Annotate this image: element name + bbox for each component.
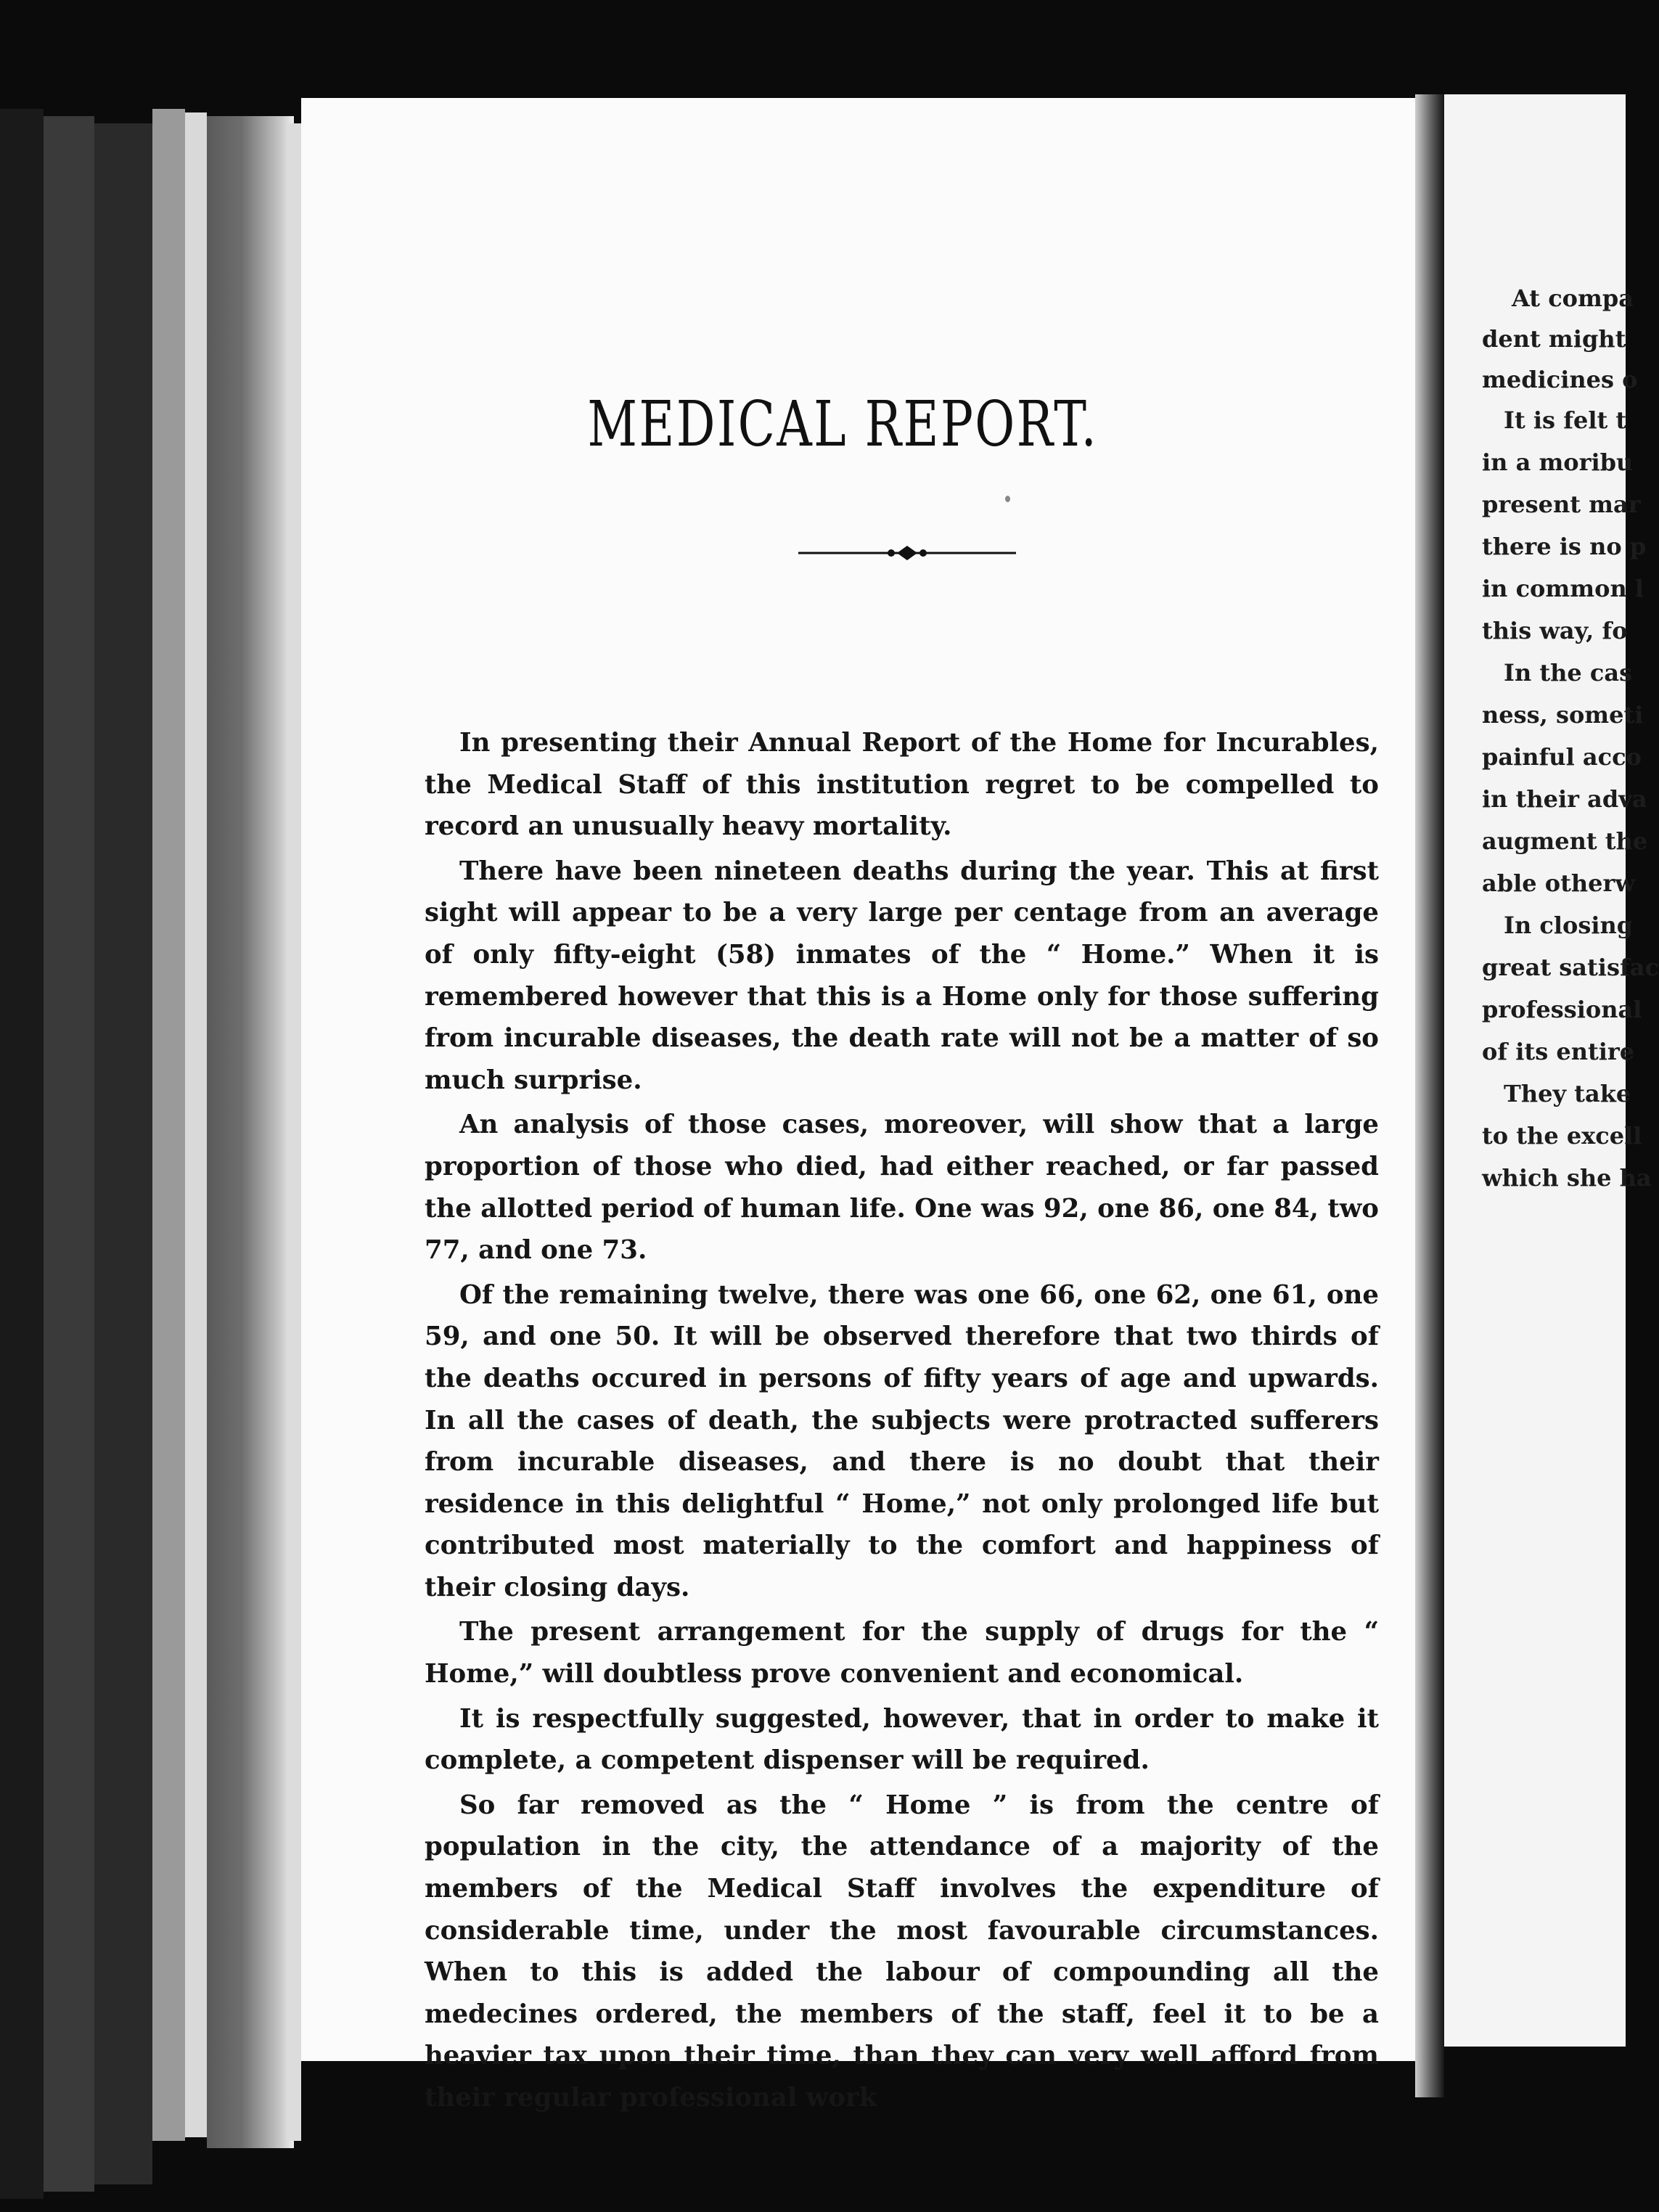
facing-page-line: In closing	[1504, 912, 1634, 939]
paragraph: There have been nineteen deaths during the year. This at first sight will appear to be a very large per centage from an average of only fifty-eight (58) inmates of the “ Home.” When it is remembered however that this is a Home only for those suffering from incurable diseases, the death rate will not be a matter of so much surprise.	[425, 856, 1379, 1095]
paragraph: Of the remaining twelve, there was one 66, one 62, one 61, one 59, and one 50. It will be observed therefore that two thirds of the deaths occured in persons of fifty years of age and upwards. In all the cases of death, the subjects were protracted sufferers from incurable diseases, and there is no doubt that their residence in this delightful “ Home,” not only prolonged life but contributed most materially to the comfort and happiness of their closing days.	[425, 1279, 1379, 1602]
page-gutter-shadow	[1415, 94, 1444, 2097]
facing-page-line: ness, someti	[1482, 701, 1644, 729]
page-stack-edge	[185, 112, 207, 2137]
facing-page-line: painful acco	[1482, 743, 1642, 771]
facing-page-line: professional	[1482, 996, 1642, 1023]
book-binding-edge	[94, 123, 152, 2184]
facing-page-line: in a moribu	[1482, 448, 1634, 476]
facing-page	[1444, 94, 1659, 2047]
facing-page-line: augment the	[1482, 827, 1648, 855]
paragraph: It is respectfully suggested, however, that in order to make it complete, a competent dispenser will be required.	[425, 1703, 1379, 1776]
facing-page-line: In the cas	[1504, 659, 1633, 687]
title-ornament	[798, 542, 1016, 564]
paragraph: So far removed as the “ Home ” is from the centre of population in the city, the attendance of a majority of the members of the Medical Staff involves the expenditure of considerable time, under the most favourable circumstances. When to this is added the labour of compounding all the medecines ordered, the members of the staff, feel it to be a heavier tax upon their time, than they can very well afford from their regular professional work	[425, 1790, 1379, 2113]
paper-speck	[1005, 496, 1010, 502]
facing-page-line: present mar	[1482, 491, 1641, 518]
report-page	[301, 98, 1419, 2113]
page-stack-edge	[207, 116, 294, 2148]
facing-page-line: medicines o	[1482, 366, 1638, 393]
paragraph: An analysis of those cases, moreover, will show that a large proportion of those who died, had either reached, or far passed the allotted period of human life. One was 92, one 86, one 84, two 77, and one 73.	[425, 1110, 1379, 1266]
facing-page-line: this way, fo	[1482, 617, 1628, 644]
facing-page-line: of its entire	[1482, 1038, 1635, 1065]
page-stack-edge	[287, 123, 301, 2141]
facing-page-line: dent might	[1482, 325, 1626, 353]
facing-page-line: in common l	[1482, 575, 1644, 602]
facing-page-line: They take	[1504, 1080, 1631, 1107]
book-binding-edge	[44, 116, 94, 2192]
facing-page-line: to the excell	[1482, 1122, 1642, 1150]
facing-page-line: able otherw	[1482, 869, 1635, 897]
facing-page-line: At compa	[1512, 284, 1634, 312]
page-stack-edge	[152, 109, 185, 2141]
page-title: MEDICAL REPORT.	[587, 388, 1099, 461]
facing-page-line: there is no p	[1482, 533, 1647, 560]
facing-page-line: in their adva	[1482, 785, 1647, 813]
report-body	[425, 722, 1379, 2122]
book-binding-edge	[0, 109, 44, 2199]
paragraph: In presenting their Annual Report of the Home for Incurables, the Medical Staff of this institution regret to be compelled to record an unusually heavy mortality.	[425, 728, 1379, 842]
paragraph: The present arrangement for the supply of drugs for the “ Home,” will doubtless prove convenient and economical.	[425, 1617, 1379, 1689]
facing-page-line: great satisfac	[1482, 954, 1659, 981]
facing-page-line: It is felt t	[1504, 406, 1627, 434]
facing-page-line: which she ha	[1482, 1164, 1652, 1192]
